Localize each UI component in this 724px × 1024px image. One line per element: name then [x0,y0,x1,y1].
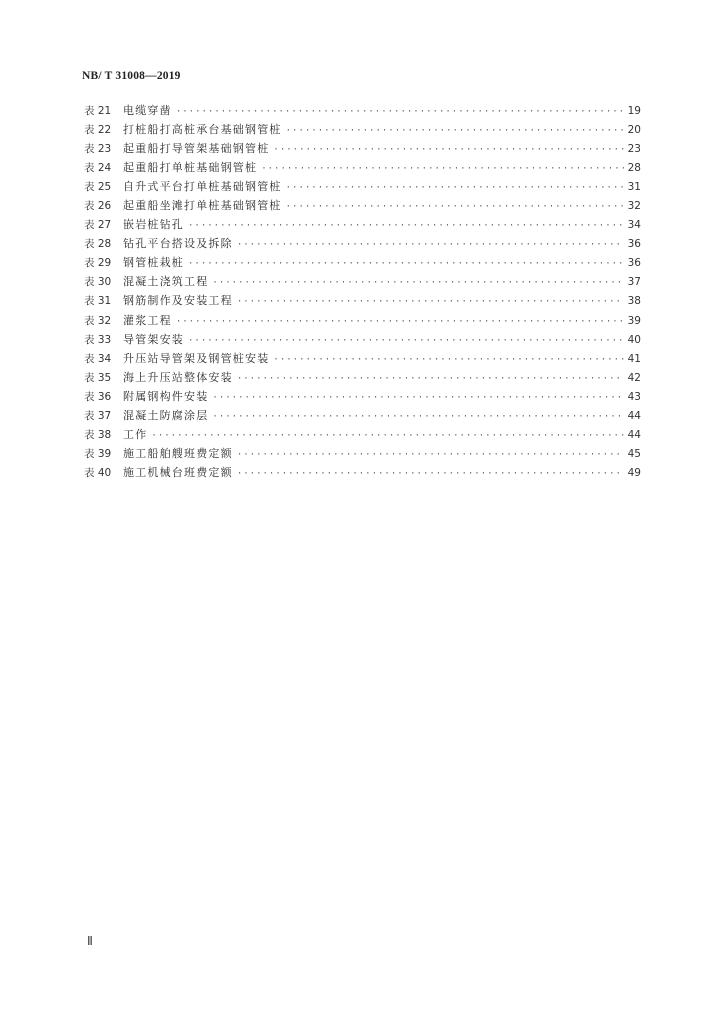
toc-dot-leader [273,141,624,160]
toc-entry-title: 钻孔平台搭设及拆除 [123,237,233,251]
toc-entry-title: 附属钢构件安装 [123,389,209,403]
toc-entry-title: 工作 [123,427,148,441]
toc-entry-page: 34 [627,219,641,232]
toc-entry-label: 表 32 [84,314,112,327]
table-of-contents [84,101,641,482]
toc-entry[interactable] [84,139,641,158]
toc-entry-label: 表 29 [84,257,112,270]
toc-dot-leader [237,446,624,465]
toc-entry-label: 表 40 [84,466,112,479]
toc-entry-page: 42 [627,371,641,384]
toc-entry-page: 28 [627,162,641,175]
toc-dot-leader [188,217,624,236]
toc-dot-leader [261,160,624,179]
toc-entry-label: 表 27 [84,219,112,232]
toc-entry-title: 海上升压站整体安装 [123,370,233,384]
toc-entry-page: 23 [627,143,641,156]
toc-entry-title: 灌浆工程 [123,313,172,327]
standard-code-header: NB/ T 31008—2019 [82,70,181,82]
toc-entry-title: 升压站导管架及钢管桩安装 [123,351,270,365]
toc-entry[interactable] [84,463,641,482]
toc-entry-label: 表 36 [84,390,112,403]
toc-dot-leader [286,179,624,198]
toc-dot-leader [237,236,624,255]
toc-dot-leader [212,274,624,293]
toc-entry-label: 表 39 [84,447,112,460]
toc-entry-title: 自升式平台打单桩基础钢管桩 [123,180,282,194]
toc-entry-page: 31 [627,181,641,194]
toc-entry-label: 表 25 [84,181,112,194]
toc-entry-label: 表 31 [84,295,112,308]
toc-entry-page: 45 [627,447,641,460]
toc-entry-title: 混凝土浇筑工程 [123,275,209,289]
toc-entry[interactable] [84,368,641,387]
toc-entry[interactable] [84,444,641,463]
toc-entry[interactable] [84,253,641,272]
toc-entry-label: 表 28 [84,238,112,251]
toc-entry[interactable] [84,406,641,425]
toc-entry-title: 混凝土防腐涂层 [123,408,209,422]
toc-entry-page: 39 [627,314,641,327]
toc-entry-title: 钢筋制作及安装工程 [123,294,233,308]
toc-entry[interactable] [84,272,641,291]
toc-entry-label: 表 22 [84,124,112,137]
toc-entry-title: 起重船坐滩打单桩基础钢管桩 [123,199,282,213]
toc-entry-title: 电缆穿凿 [123,104,172,117]
toc-dot-leader [212,408,624,427]
toc-entry-page: 38 [627,295,641,308]
toc-entry[interactable] [84,330,641,349]
toc-entry-title: 起重船打单桩基础钢管桩 [123,161,258,175]
page-number: Ⅱ [87,934,93,948]
toc-dot-leader [286,198,624,217]
toc-entry[interactable] [84,425,641,444]
toc-entry-page: 20 [627,124,641,137]
toc-dot-leader [237,465,624,484]
toc-entry-title: 嵌岩桩钻孔 [123,218,184,232]
toc-entry-label: 表 24 [84,162,112,175]
toc-entry-page: 40 [627,333,641,346]
toc-entry[interactable] [84,215,641,234]
toc-dot-leader [188,255,624,274]
toc-entry-page: 43 [627,390,641,403]
toc-entry-title: 钢管桩栽桩 [123,256,184,270]
toc-entry[interactable] [84,387,641,406]
toc-dot-leader [176,313,624,332]
toc-dot-leader [237,370,624,389]
toc-entry-label: 表 26 [84,200,112,213]
toc-entry-label: 表 34 [84,352,112,365]
toc-entry-label: 表 23 [84,143,112,156]
toc-entry[interactable] [84,101,641,120]
toc-entry-page: 36 [627,257,641,270]
toc-entry-title: 施工船舶艘班费定额 [123,446,233,460]
toc-entry-page: 44 [627,409,641,422]
toc-entry-title: 施工机械台班费定额 [123,465,233,479]
toc-dot-leader [286,122,624,141]
toc-entry[interactable] [84,196,641,215]
toc-entry-label: 表 30 [84,276,112,289]
toc-entry[interactable] [84,158,641,177]
toc-entry-page: 32 [627,200,641,213]
toc-entry-page: 49 [627,466,641,479]
toc-dot-leader [212,389,624,408]
toc-entry-label: 表 38 [84,428,112,441]
toc-entry-page: 44 [627,428,641,441]
toc-entry[interactable] [84,120,641,139]
toc-entry-label: 表 37 [84,409,112,422]
toc-entry-title: 打桩船打高桩承台基础钢管桩 [123,123,282,137]
toc-entry[interactable] [84,291,641,310]
toc-entry-label: 表 21 [84,105,112,117]
toc-entry-page: 37 [627,276,641,289]
toc-entry[interactable] [84,349,641,368]
toc-dot-leader [237,293,624,312]
toc-entry[interactable] [84,177,641,196]
toc-entry[interactable] [84,311,641,330]
toc-entry-label: 表 35 [84,371,112,384]
toc-entry-title: 导管架安装 [123,332,184,346]
toc-entry-page: 36 [627,238,641,251]
toc-entry-page: 19 [627,105,641,117]
toc-dot-leader [273,351,624,370]
toc-entry-page: 41 [627,352,641,365]
toc-entry-label: 表 33 [84,333,112,346]
toc-entry-title: 起重船打导管架基础钢管桩 [123,142,270,156]
toc-entry[interactable] [84,234,641,253]
